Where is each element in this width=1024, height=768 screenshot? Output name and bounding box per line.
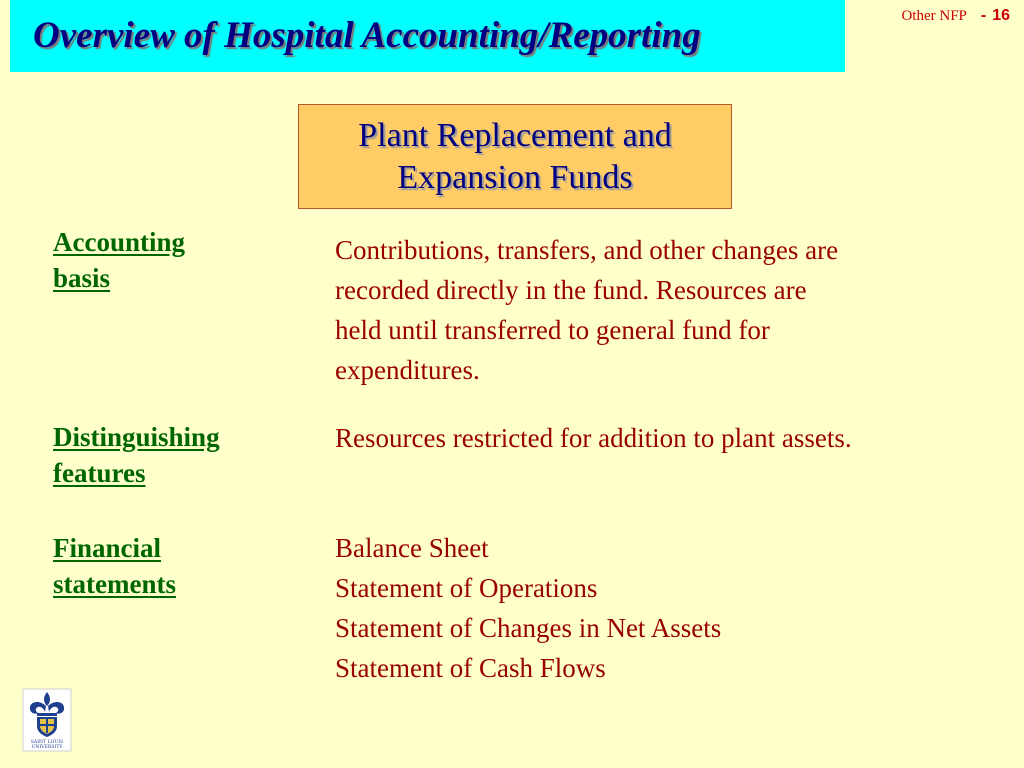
logo-text-line-1: SAINT LOUIS (30, 740, 64, 745)
slide-title: Overview of Hospital Accounting/Reporting (33, 15, 701, 56)
fund-box-line-2: Expansion Funds (397, 158, 633, 196)
row-label-line: features (53, 458, 146, 488)
body-line: Contributions, transfers, and other changes are (335, 235, 839, 265)
row-body-distinguishing-features (335, 418, 1010, 458)
body-line: recorded directly in the fund. Resources are (335, 275, 807, 305)
fund-box-line-1: Plant Replacement and (358, 116, 672, 154)
logo-text-line-2: UNIVERSITY (31, 745, 63, 750)
body-line: held until transferred to general fund for (335, 315, 770, 345)
slide-tag (901, 7, 1010, 25)
row-label-line: statements (53, 569, 176, 599)
row-label-line: basis (53, 263, 111, 293)
body-line: Statement of Changes in Net Assets (335, 613, 722, 643)
row-label-distinguishing-features (53, 419, 293, 491)
row-body-accounting-basis (335, 230, 1010, 390)
body-line: Statement of Operations (335, 573, 598, 603)
body-line: Balance Sheet (335, 533, 489, 563)
row-label-line: Distinguishing (53, 422, 220, 452)
body-line: Resources restricted for addition to plant assets. (335, 423, 852, 453)
row-label-financial-statements (53, 530, 293, 602)
title-bar (10, 0, 845, 72)
row-label-line: Accounting (53, 227, 186, 257)
row-label-accounting-basis (53, 224, 293, 296)
body-line: Statement of Cash Flows (335, 653, 606, 683)
row-label-line: Financial (53, 533, 162, 563)
course-name: Other NFP (901, 8, 967, 24)
fund-type-box (298, 104, 732, 209)
slide-number: 16 (992, 7, 1010, 24)
separator: - (980, 7, 987, 24)
university-logo (22, 688, 72, 752)
fleur-de-lis-shield-icon (22, 688, 72, 752)
body-line: expenditures. (335, 355, 480, 385)
row-body-financial-statements (335, 528, 1010, 688)
